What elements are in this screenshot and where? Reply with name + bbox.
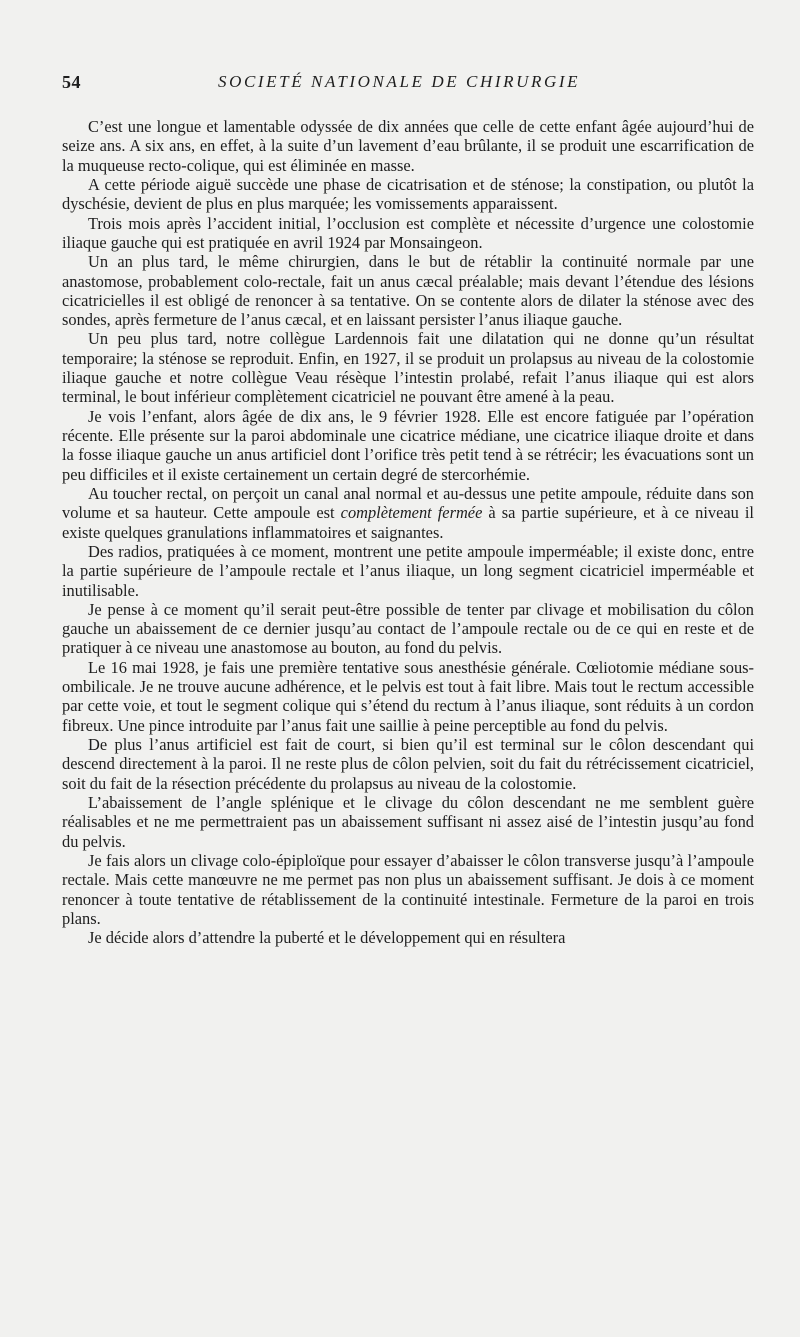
paragraph: C’est une longue et lamentable odyssée de dix années que celle de cette enfant âgée aujourd’hui de seize ans. A six ans, en effet, à la suite d’un lavement d’eau brûlante, il se produit une escarrification de la muqueuse recto-colique, qui est éliminée en masse. xyxy=(62,117,754,175)
paragraph-text: Au toucher rectal, on perçoit un canal anal normal et au-dessus une petite ampoule, réduite dans son volume et sa hauteur. Cette ampoule est xyxy=(62,483,754,523)
paragraph: Je décide alors d’attendre la puberté et le développement qui en résultera xyxy=(88,928,566,948)
page-header xyxy=(62,72,752,96)
paragraph xyxy=(62,484,754,542)
paragraph: L’abaissement de l’angle splénique et le clivage du côlon descendant ne me semblent guère réalisables et ne me permettraient pas un abaissement suffisant ni assez aisé de l’intestin jusqu’au fond du pelvis. xyxy=(62,792,754,851)
running-head: SOCIETÉ NATIONALE DE CHIRURGIE xyxy=(218,72,581,91)
page-number: 54 xyxy=(62,72,81,92)
paragraph: Des radios, pratiquées à ce moment, montrent une petite ampoule imperméable; il existe donc, entre la partie supérieure de l’ampoule rectale et l’anus iliaque, un long segment cicatriciel imperméable et inutilisable. xyxy=(62,541,754,600)
paragraph: Je vois l’enfant, alors âgée de dix ans, le 9 février 1928. Elle est encore fatiguée par l’opération récente. Elle présente sur la paroi abdominale une cicatrice médiane, une cicatrice iliaque droite et dans la fosse iliaque gauche un anus artificiel dont l’orifice très petit tend à se rétrécir; les évacuations sont un peu difficiles et il existe certainement un certain degré de stercorhémie. xyxy=(62,406,754,484)
emphasized-text: complètement fermée xyxy=(340,503,483,523)
paragraph: Je pense à ce moment qu’il serait peut-être possible de tenter par clivage et mobilisation du côlon gauche un abaissement de ce dernier jusqu’au contact de l’ampoule rectale ou de ce qui en reste et de pratiquer à ce niveau une anastomose au bouton, au fond du pelvis. xyxy=(62,599,754,658)
paragraph: De plus l’anus artificiel est fait de court, si bien qu’il est terminal sur le côlon descendant qui descend directement à la paroi. Il ne reste plus de côlon pelvien, soit du fait du rétrécissement cicatriciel, soit du fait de la résection précédente du prolapsus au niveau de la colostomie. xyxy=(62,735,754,793)
paragraph: Je fais alors un clivage colo-épiploïque pour essayer d’abaisser le côlon transverse jusqu’à l’ampoule rectale. Mais cette manœuvre ne me permet pas non plus un abaissement suffisant. Je dois à ce moment renoncer à toute tentative de rétablissement de la continuité intestinale. Fermeture de la paroi en trois plans. xyxy=(62,850,754,928)
paragraph-text: à sa partie supérieure, et à ce niveau il existe quelques granulations inflammatoires et saignantes. xyxy=(62,503,754,542)
paragraph: Un peu plus tard, notre collègue Lardennois fait une dilatation qui ne donne qu’un résultat temporaire; la sténose se reproduit. Enfin, en 1927, il se produit un prolapsus au niveau de la colostomie iliaque gauche et notre collègue Veau résèque l’intestin prolabé, refait l’anus iliaque qui est alors terminal, le bout inférieur complètement cicatriciel ne pouvant être amené à la peau. xyxy=(62,329,754,407)
paragraph: Un an plus tard, le même chirurgien, dans le but de rétablir la continuité normale par une anastomose, probablement colo-rectale, fait un anus cæcal préalable; mais devant l’étendue des lésions cicatricielles il est obligé de renoncer à sa tentative. On se contente alors de dilater la sténose avec des sondes, après fermeture de l’anus cæcal, et en laissant persister l’anus iliaque gauche. xyxy=(62,252,754,330)
paragraph: Trois mois après l’accident initial, l’occlusion est complète et nécessite d’urgence une colostomie iliaque gauche qui est pratiquée en avril 1924 par Monsaingeon. xyxy=(62,213,754,252)
paragraph: Le 16 mai 1928, je fais une première tentative sous anesthésie générale. Cœliotomie médiane sous-ombilicale. Je ne trouve aucune adhérence, et le pelvis est tout à fait libre. Mais tout le rectum accessible par cette voie, et tout le segment colique qui s’étend du rectum à l’anus iliaque, sont réduits à un cordon fibreux. Une pince introduite par l’anus fait une saillie à peine perceptible au fond du pelvis. xyxy=(62,657,754,735)
body-text xyxy=(62,117,754,947)
paragraph: A cette période aiguë succède une phase de cicatrisation et de sténose; la constipation, ou plutôt la dyschésie, devient de plus en plus marquée; les vomissements apparaissent. xyxy=(62,174,754,214)
